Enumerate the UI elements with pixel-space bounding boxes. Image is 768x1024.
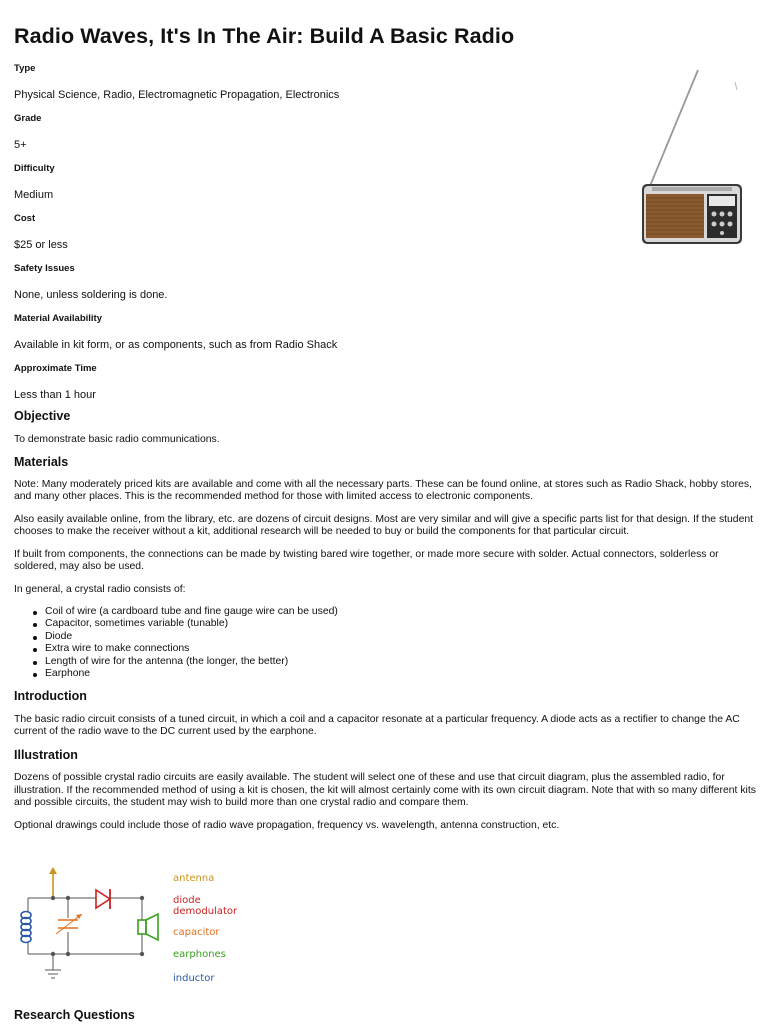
- research-questions-heading: Research Questions: [14, 1008, 135, 1022]
- legend-capacitor: capacitor: [173, 927, 220, 938]
- meta-time: [14, 362, 614, 412]
- introduction-text: The basic radio circuit consists of a tuned circuit, in which a coil and a capacitor resonate at a particular frequency. A diode acts as a rectifier to change the AC current of the radio wave to the DC current used by the earphone.: [14, 713, 740, 738]
- materials-paragraph: Note: Many moderately priced kits are available and come with all the necessary parts. These can be found online, at stores such as Radio Shack, hobby stores, and many other places. This is the recommended method for those with limited access to electronic components.: [14, 478, 752, 502]
- meta-value: None, unless soldering is done.: [14, 289, 168, 301]
- list-item: Extra wire to make connections: [45, 643, 756, 655]
- page-title: Radio Waves, It's In The Air: Build A Basic Radio: [14, 24, 515, 48]
- meta-value: Available in kit form, or as components, such as from Radio Shack: [14, 339, 338, 351]
- legend-antenna: antenna: [173, 873, 215, 884]
- diode-symbol: [96, 889, 116, 909]
- illustration-paragraph: Optional drawings could include those of radio wave propagation, frequency vs. wavelength, antenna construction, etc.: [14, 819, 560, 831]
- list-item: Length of wire for the antenna (the longer, the better): [45, 656, 756, 668]
- inductor-symbol: [21, 912, 31, 943]
- meta-type: [14, 62, 614, 112]
- objective-heading: Objective: [14, 409, 71, 423]
- meta-grade: [14, 112, 614, 162]
- document-body: [14, 410, 756, 832]
- illustration-paragraph: Dozens of possible crystal radio circuits are easily available. The student will select one of these and use that circuit diagram, plus the assembled radio, for illustration. If the recommended method of using a kit is chosen, the kit will almost certainly come with its own circuit diagram. Note that with so many different kits and possible circuits, the student may wish to build more than one crystal radio and compare them.: [14, 772, 756, 809]
- meta-value: $25 or less: [14, 239, 68, 251]
- antenna-arrow: [49, 867, 57, 874]
- meta-value: 5+: [14, 139, 27, 151]
- meta-value: Medium: [14, 189, 54, 201]
- objective-text: To demonstrate basic radio communications.: [14, 433, 220, 445]
- meta-cost: [14, 212, 614, 262]
- meta-difficulty: [14, 162, 614, 212]
- materials-paragraph: If built from components, the connections can be made by twisting bared wire together, or made more secure with solder. Actual connectors, solderless or soldered, may also be used.: [14, 548, 719, 572]
- legend-earphones: earphones: [173, 949, 226, 960]
- materials-paragraph: Also easily available online, from the library, etc. are dozens of circuit designs. Most are very similar and will give a specific parts list for that design. If the student chooses to make the receiver without a kit, additional research will be needed to buy or build the components for that particular circuit.: [14, 513, 754, 537]
- introduction-heading: Introduction: [14, 689, 87, 704]
- meta-label: Approximate Time: [14, 363, 97, 374]
- meta-label: Grade: [14, 113, 42, 124]
- project-meta: [14, 62, 614, 412]
- meta-label: Safety Issues: [14, 263, 75, 274]
- materials-list: [14, 606, 756, 680]
- list-item: Earphone: [45, 668, 756, 680]
- legend-diode: diode: [173, 895, 201, 906]
- meta-label: Type: [14, 63, 36, 74]
- list-item: Diode: [45, 631, 756, 643]
- meta-value: Physical Science, Radio, Electromagnetic Propagation, Electronics: [14, 89, 340, 101]
- meta-value: Less than 1 hour: [14, 389, 96, 401]
- earphones-symbol: [138, 914, 158, 940]
- crystal-radio-circuit-diagram: [10, 862, 250, 992]
- materials-paragraph: In general, a crystal radio consists of:: [14, 583, 186, 595]
- legend-demodulator: demodulator: [173, 906, 238, 917]
- list-item: Capacitor, sometimes variable (tunable): [45, 618, 756, 630]
- meta-label: Cost: [14, 213, 36, 224]
- meta-availability: [14, 312, 614, 362]
- list-item: Coil of wire (a cardboard tube and fine gauge wire can be used): [45, 606, 756, 618]
- meta-label: Difficulty: [14, 163, 55, 174]
- meta-safety: [14, 262, 614, 312]
- wiring: [28, 898, 142, 978]
- legend-inductor: inductor: [173, 973, 215, 984]
- materials-heading: Materials: [14, 455, 69, 469]
- illustration-heading: Illustration: [14, 747, 78, 762]
- radio-image: [640, 68, 746, 246]
- meta-label: Material Availability: [14, 313, 102, 324]
